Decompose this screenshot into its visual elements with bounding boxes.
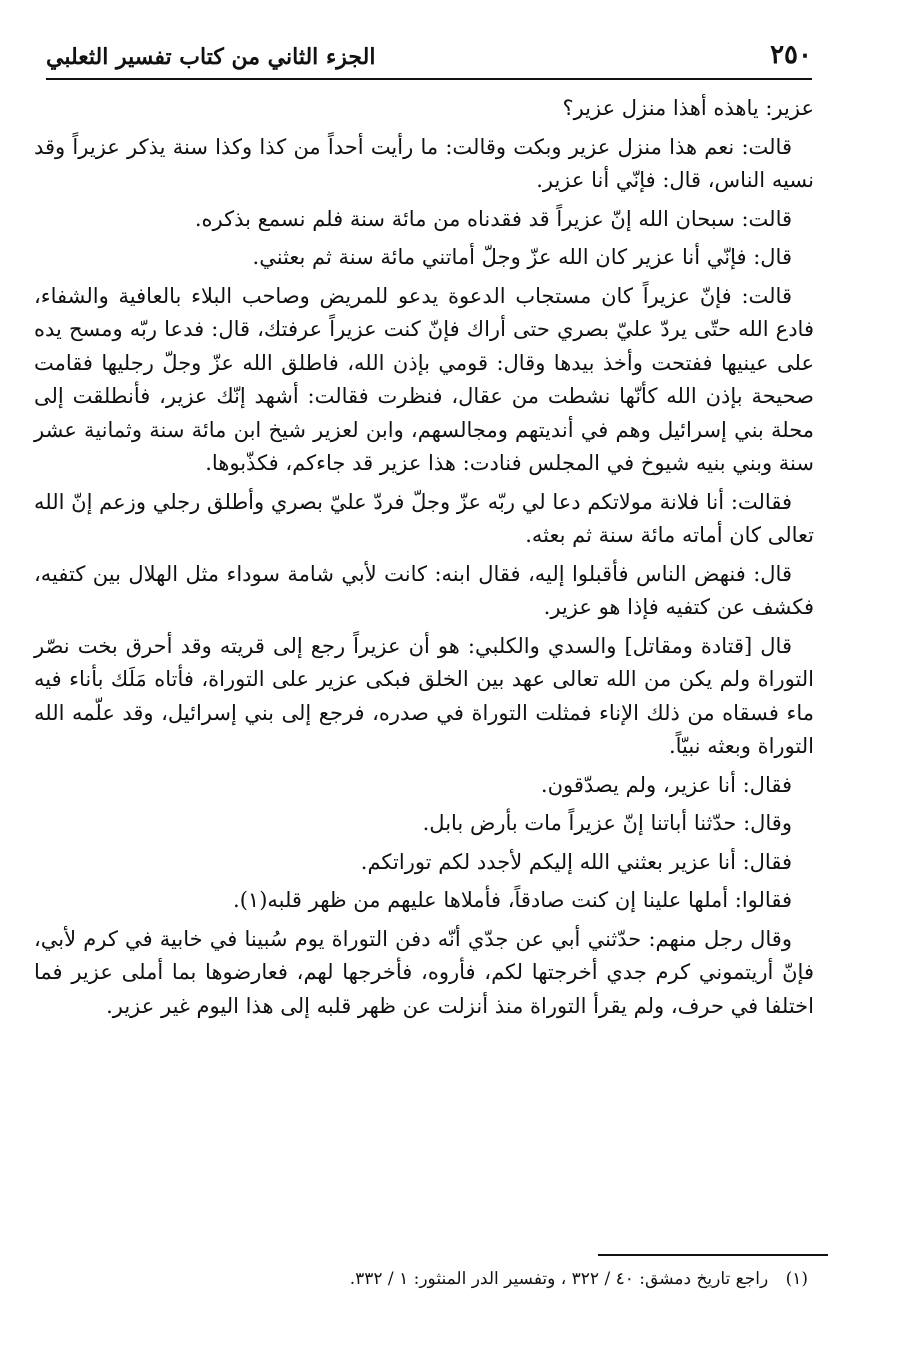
paragraph: قال [قتادة ومقاتل] والسدي والكلبي: هو أن عزيراً رجع إلى قريته وقد أحرق بخت نصّر التوراة ولم يكن من الله تعالى عهد بين الخلق فبكى عزير على التوراة، فأتاه مَلَك بأناء فيه ماء فسقاه من ذلك الإناء فمثلت التوراة في صدره، فرجع إلى بني إسرائيل، وقد علّمه الله التوراة وبعثه نبيّاً. [34,633,814,758]
paragraph: فقالوا: أملها علينا إن كنت صادقاً، فأملاها عليهم من ظهر قلبه(١). [233,888,792,912]
body-text [34,92,814,1028]
footnote-text: راجع تاريخ دمشق: ٤٠ / ٣٢٢ ، وتفسير الدر المنثور: ١ / ٣٣٢. [349,1269,769,1289]
running-title: الجزء الثاني من كتاب تفسير الثعلبي [46,44,376,70]
paragraph: عزير: ياهذه أهذا منزل عزير؟ [562,96,814,120]
footnote-number: (١) [785,1269,808,1289]
paragraph: فقالت: أنا فلانة مولاتكم دعا لي ربّه عزّ وجلّ فردّ عليّ بصري وأطلق رجلي وزعم إنّ الله تعالى كان أماته مائة سنة ثم بعثه. [34,489,814,547]
running-header [46,30,812,70]
paragraph: وقال رجل منهم: حدّثني أبي عن جدّي أنّه دفن التوراة يوم سُبينا في خابية في كرم لأبي، فإنّ أريتموني كرم جدي أخرجتها لكم، فأروه، فأخرجها لهم، فعارضوها بما أملى عزير فما اختلفا في حرف، ولم يقرأ التوراة منذ أنزلت عن ظهر قلبه إلى هذا اليوم غير عزير. [34,926,814,1018]
page-number: ٢٥٠ [770,40,812,70]
paragraph: قالت: سبحان الله إنّ عزيراً قد فقدناه من مائة سنة فلم نسمع بذكره. [194,206,792,231]
paragraph: قالت: نعم هذا منزل عزير وبكت وقالت: ما رأيت أحداً من كذا وكذا سنة يذكر عزيراً وقد نسيه الناس، قال: فإنّي أنا عزير. [34,134,814,192]
paragraph: قال: فإنّي أنا عزير كان الله عزّ وجلّ أماتني مائة سنة ثم بعثني. [252,245,792,269]
header-rule [46,78,812,80]
paragraph: قال: فنهض الناس فأقبلوا إليه، فقال ابنه: كانت لأبي شامة سوداء مثل الهلال بين كتفيه، فكشف عن كتفيه فإذا هو عزير. [34,561,814,619]
paragraph: فقال: أنا عزير بعثني الله إليكم لأجدد لكم توراتكم. [360,849,792,874]
paragraph: وقال: حدّثنا أباتنا إنّ عزيراً مات بأرض بابل. [422,811,792,835]
paragraph: فقال: أنا عزير، ولم يصدّقون. [540,772,792,797]
footnote [34,1266,808,1292]
paragraph: قالت: فإنّ عزيراً كان مستجاب الدعوة يدعو للمريض وصاحب البلاء بالعافية والشفاء، فادع الله حتّى يردّ عليّ بصري حتى أراك فإنّ كنت عزيراً عرفتك، قال: فدعا ربّه ومسح يده على عينيها ففتحت وأخذ بيدها وقال: قومي بإذن الله، فاطلق الله عزّ وجلّ رجليها فقامت صحيحة بإذن الله كأنّها نشطت من عقال، فنظرت فقالت: أشهد إنّك عزير، فأنطلقت إلى محلة بني إسرائيل وهم في أنديتهم ومجالسهم، وابن لعزير شيخ ابن مائة سنة وثمانية عشر سنة وبني بنيه شيوخ في المجلس فنادت: هذا عزير قد جاءكم، فكذّبوها. [34,283,814,475]
